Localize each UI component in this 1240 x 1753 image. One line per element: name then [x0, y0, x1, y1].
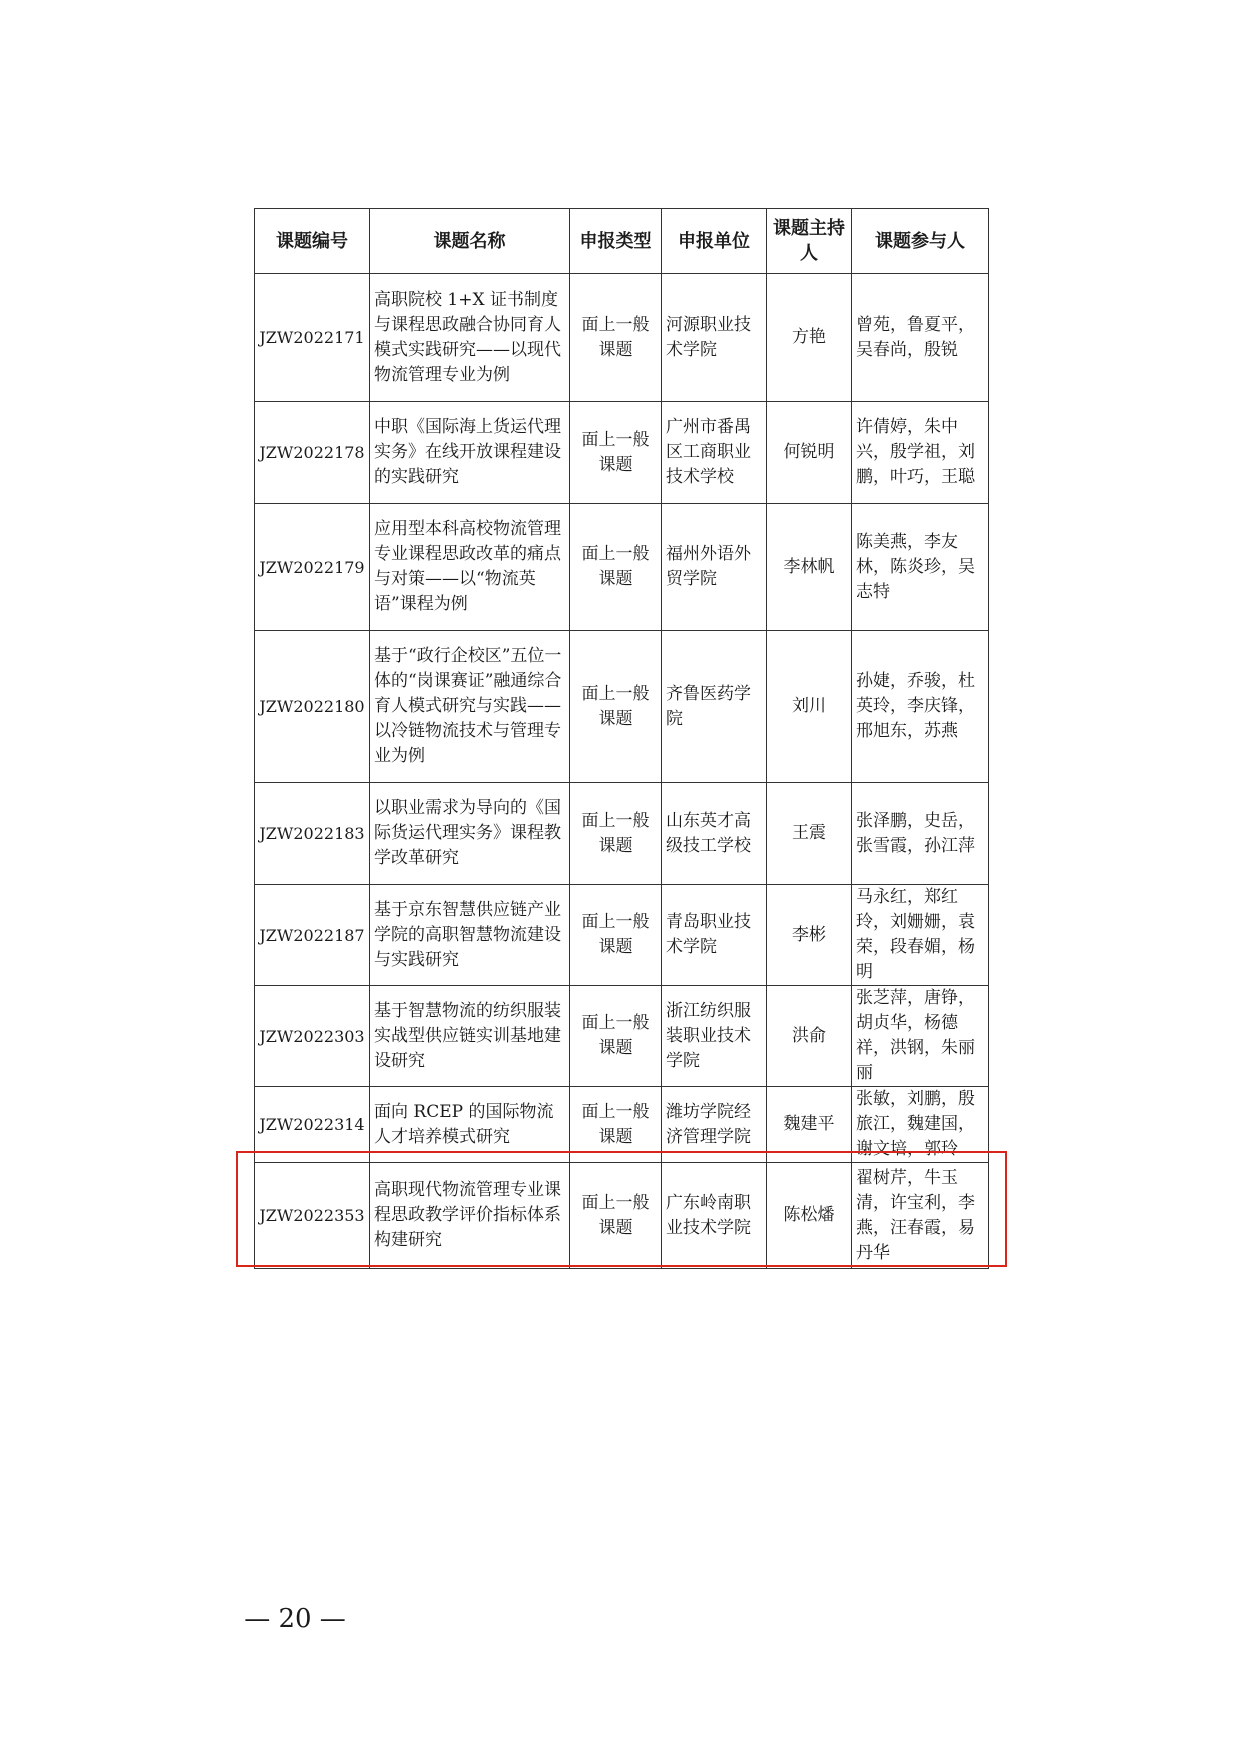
cell-id: JZW2022171: [255, 274, 370, 402]
cell-id: JZW2022303: [255, 986, 370, 1087]
cell-name: 基于“政行企校区”五位一体的“岗课赛证”融通综合育人模式研究与实践——以冷链物流技术与管理专业为例: [370, 631, 570, 783]
cell-type: 面上一般课题: [570, 986, 662, 1087]
cell-type: 面上一般课题: [570, 274, 662, 402]
header-type: 申报类型: [570, 209, 662, 274]
cell-unit: 河源职业技术学院: [662, 274, 767, 402]
cell-members: 孙婕，乔骏，杜英玲，李庆锋，邢旭东，苏燕: [852, 631, 989, 783]
cell-unit: 山东英才高级技工学校: [662, 783, 767, 885]
cell-unit: 浙江纺织服装职业技术学院: [662, 986, 767, 1087]
cell-name: 以职业需求为导向的《国际货运代理实务》课程教学改革研究: [370, 783, 570, 885]
cell-name: 高职院校 1+X 证书制度与课程思政融合协同育人模式实践研究——以现代物流管理专业为例: [370, 274, 570, 402]
cell-unit: 福州外语外贸学院: [662, 504, 767, 631]
cell-id: JZW2022187: [255, 885, 370, 986]
table-row: [255, 274, 989, 402]
cell-host: 王震: [767, 783, 852, 885]
cell-unit: 齐鲁医药学院: [662, 631, 767, 783]
header-id: 课题编号: [255, 209, 370, 274]
header-host: 课题主持人: [767, 209, 852, 274]
header-members: 课题参与人: [852, 209, 989, 274]
cell-members: 陈美燕，李友林，陈炎珍，吴志特: [852, 504, 989, 631]
cell-name: 中职《国际海上货运代理实务》在线开放课程建设的实践研究: [370, 402, 570, 504]
page-number: — 20 —: [244, 1604, 346, 1634]
table-row: [255, 402, 989, 504]
projects-table: [254, 208, 989, 1269]
cell-type: 面上一般课题: [570, 885, 662, 986]
cell-name: 基于智慧物流的纺织服装实战型供应链实训基地建设研究: [370, 986, 570, 1087]
cell-members: 张泽鹏，史岳，张雪霞，孙江萍: [852, 783, 989, 885]
cell-host: 陈松燔: [767, 1163, 852, 1269]
cell-name: 高职现代物流管理专业课程思政教学评价指标体系构建研究: [370, 1163, 570, 1269]
cell-id: JZW2022314: [255, 1087, 370, 1163]
cell-members: 张敏，刘鹏，殷旅江，魏建国，谢文培，郭玲: [852, 1087, 989, 1163]
cell-id: JZW2022179: [255, 504, 370, 631]
table-row: [255, 631, 989, 783]
cell-host: 李林帆: [767, 504, 852, 631]
cell-members: 张芝萍，唐铮，胡贞华，杨德祥，洪钢，朱丽丽: [852, 986, 989, 1087]
table-row: [255, 885, 989, 986]
cell-members: 许倩婷，朱中兴，殷学祖，刘鹏，叶巧，王聪: [852, 402, 989, 504]
cell-host: 何锐明: [767, 402, 852, 504]
cell-members: 马永红，郑红玲，刘姗姗，袁荣，段春媚，杨明: [852, 885, 989, 986]
cell-host: 方艳: [767, 274, 852, 402]
cell-name: 应用型本科高校物流管理专业课程思政改革的痛点与对策——以“物流英语”课程为例: [370, 504, 570, 631]
cell-members: 翟树芹，牛玉清，许宝利，李燕，汪春霞，易丹华: [852, 1163, 989, 1269]
cell-id: JZW2022180: [255, 631, 370, 783]
cell-id: JZW2022353: [255, 1163, 370, 1269]
cell-host: 魏建平: [767, 1087, 852, 1163]
table-row: [255, 783, 989, 885]
cell-unit: 广州市番禺区工商职业技术学校: [662, 402, 767, 504]
cell-host: 李彬: [767, 885, 852, 986]
cell-type: 面上一般课题: [570, 631, 662, 783]
cell-id: JZW2022178: [255, 402, 370, 504]
cell-type: 面上一般课题: [570, 402, 662, 504]
table-header-row: [255, 209, 989, 274]
table-row: [255, 504, 989, 631]
table-row: [255, 1087, 989, 1163]
header-unit: 申报单位: [662, 209, 767, 274]
cell-host: 刘川: [767, 631, 852, 783]
cell-unit: 广东岭南职业技术学院: [662, 1163, 767, 1269]
cell-id: JZW2022183: [255, 783, 370, 885]
cell-unit: 潍坊学院经济管理学院: [662, 1087, 767, 1163]
cell-type: 面上一般课题: [570, 1163, 662, 1269]
cell-type: 面上一般课题: [570, 504, 662, 631]
cell-host: 洪俞: [767, 986, 852, 1087]
cell-members: 曾苑，鲁夏平，吴春尚，殷锐: [852, 274, 989, 402]
table-row: [255, 1163, 989, 1269]
cell-name: 基于京东智慧供应链产业学院的高职智慧物流建设与实践研究: [370, 885, 570, 986]
cell-type: 面上一般课题: [570, 1087, 662, 1163]
cell-name: 面向 RCEP 的国际物流人才培养模式研究: [370, 1087, 570, 1163]
table-row: [255, 986, 989, 1087]
header-name: 课题名称: [370, 209, 570, 274]
cell-unit: 青岛职业技术学院: [662, 885, 767, 986]
cell-type: 面上一般课题: [570, 783, 662, 885]
